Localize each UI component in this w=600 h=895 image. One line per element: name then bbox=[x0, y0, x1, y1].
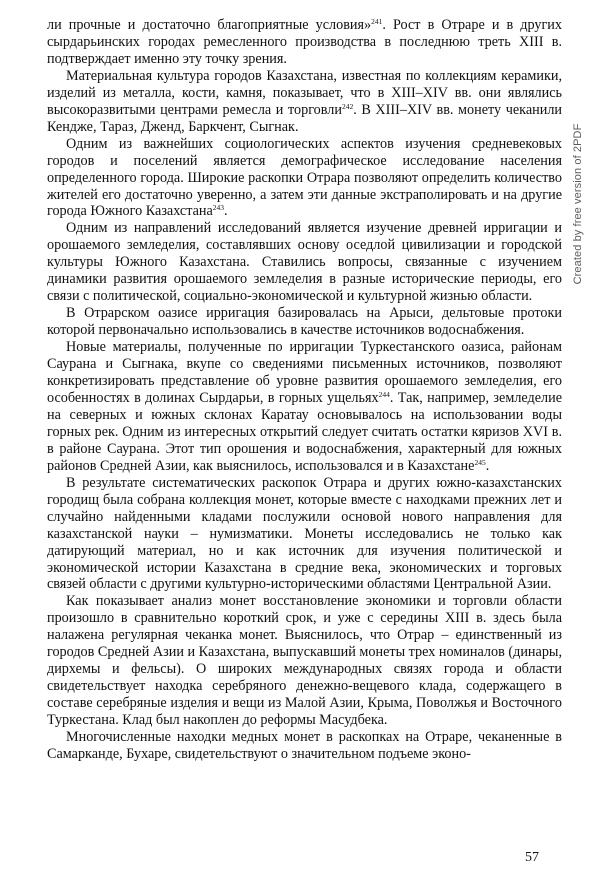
footnote-ref: 242 bbox=[341, 101, 354, 111]
paragraph: В Отрарском оазисе ирригация базировалась на Арыси, дельтовые протоки которой первоначально использовались в качестве источников водоснабжения. bbox=[47, 305, 562, 339]
paragraph: Как показывает анализ монет восстановление экономики и торговли области произошло в сравнительно короткий срок, и уже с середины XIII в. здесь была налажена регулярная чеканка монет. Выяснилось, что Отрар – единственный из городов Средней Азии и Казахстана, выпускавший монеты трех номиналов (динары, дирхемы и фельсы). О широких международных связях города и области свидетельствует находка серебряного денежно-вещевого клада, содержащего в составе серебряные изделия и вещи из Малой Азии, Крыма, Поволжья и Восточного Туркестана. Клад был накоплен до реформы Масудбека. bbox=[47, 593, 562, 729]
footnote-ref: 243 bbox=[212, 203, 225, 213]
paragraph: Материальная культура городов Казахстана, известная по коллекциям керамики, изделий из металла, кости, камня, показывает, что в XIII–XIV вв. они являлись высокоразвитыми центрами ремесла и торговли$^{242}$. В XIII–XIV вв. монету чеканили Кендже, Тараз, Дженд, Баркчент, Сыгнак. bbox=[47, 67, 562, 135]
footnote-ref: 241 bbox=[371, 17, 383, 26]
page-number: 57 bbox=[525, 850, 539, 865]
paragraph: Одним из направлений исследований является изучение древней ирригации и орошаемого земледелия, составлявших основу оседлой цивилизации и городской культуры Южного Казахстана. Ставились вопросы, связанные с изучением динамики развития орошаемого земледелия в разные исторические периоды, его связи с политической, социально-экономической и культурной жизнью области. bbox=[47, 220, 562, 305]
paragraph: ли прочные и достаточно благоприятные условия»$^{241}$. Рост в Отраре и в других сырдарьинских городах ремесленного производства в последнюю треть XIII в. подтверждает именно эту точку зрения. bbox=[47, 17, 562, 67]
paragraph: Одним из важнейших социологических аспектов изучения средневековых городов и поселений является демографическое исследование населения определенного города. Широкие раскопки Отрара позволяют определить количество жителей его достаточно уверенно, а затем эти данные экстраполировать и на другие города Южного Казахстана$^{243}$. bbox=[47, 135, 562, 220]
paragraph: Новые материалы, полученные по ирригации Туркестанского оазиса, районам Саурана и Сыгнака, вкупе со сведениями письменных источников, позволяют конкретизировать представление об уровне развития орошаемого земледелия, его особенностях в долинах Сырдарьи, в горных ущельях$^{244}$. Так, например, земледелие на северных и южных склонах Каратау основывалось на использовании воды горных рек. Одним из интересных открытий следует считать остатки кяризов XVI в. в районе Саурана. Этот тип орошения и водоснабжения, характерный для южных районов Средней Азии, как выяснилось, использовался и в Казахстане$^{245}$. bbox=[47, 339, 562, 474]
watermark-text: Created by free version of 2PDF bbox=[572, 123, 584, 285]
body-text bbox=[47, 17, 562, 763]
paragraph: В результате систематических раскопок Отрара и других южно-казахстанских городищ была собрана коллекция монет, которые вместе с находками прежних лет и случайно найденными кладами послужили основой нового направления для казахстанской науки – нумизматики. Монеты исследовались не только как датирующий материал, но и как источник для изучения политической и экономической истории Казахстана в средние века, экономических и торговых связей области с другими культурно-историческими областями Центральной Азии. bbox=[47, 474, 562, 593]
footnote-ref: 245 bbox=[474, 457, 486, 467]
footnote-ref: 244 bbox=[378, 389, 390, 399]
paragraph: Многочисленные находки медных монет в раскопках на Отраре, чеканенные в Самарканде, Бухаре, свидетельствуют о значительном подъеме эконо- bbox=[47, 729, 562, 762]
